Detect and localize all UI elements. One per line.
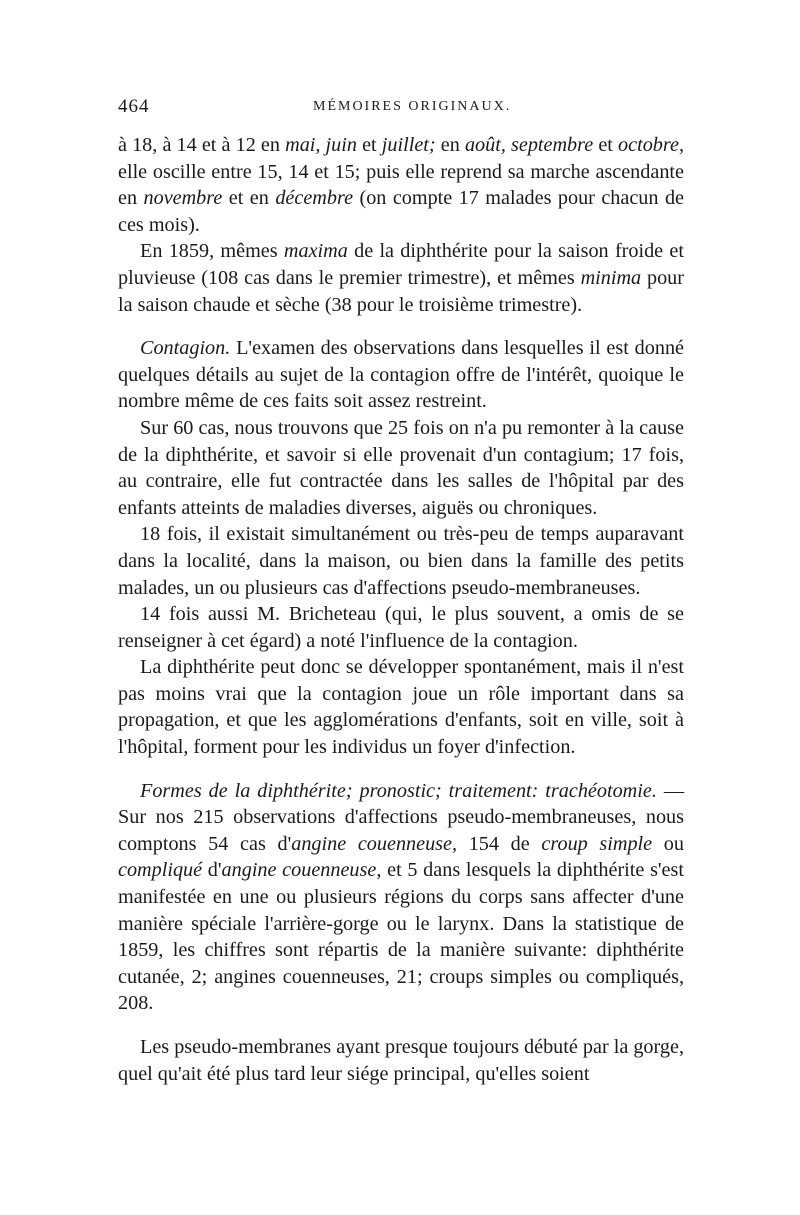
paragraph-contagion: Contagion. L'examen des observations dans lesquelles il est donné quelques détails au sujet de la contagion offre de l'intérêt, quoique le nombre même de ces faits soit assez restreint. (118, 337, 684, 413)
section-heading-contagion: Contagion. (140, 337, 231, 360)
paragraph-conclusion: La diphthérite peut donc se développer spontanément, mais il n'est pas moins vrai que la contagion joue un rôle important dans sa propagation, et que les agglomérations d'enfants, soit en ville, soit à l'hôpital, forment pour les individus un foyer d'infection. (118, 656, 684, 759)
paragraph-eighteen-times: 18 fois, il existait simultanément ou très-peu de temps auparavant dans la localité, dans la maison, ou bien dans la famille des petits malades, un ou plusieurs cas d'affections pseudo-membraneuses. (118, 523, 684, 599)
section-heading-forms: Formes de la diphthérite; pronostic; traitement: trachéotomie. (140, 779, 657, 802)
paragraph-1859: En 1859, mêmes maxima de la diphthérite pour la saison froide et pluvieuse (108 cas dans le premier trimestre), et mêmes minima pour la saison chaude et sèche (38 pour le troisième trimestre). (118, 240, 684, 316)
paragraph-pseudo-membranes: Les pseudo-membranes ayant presque toujours débuté par la gorge, quel qu'ait été plus tard leur siége principal, qu'elles soient (118, 1036, 684, 1085)
page-number: 464 (118, 96, 150, 117)
paragraph-fourteen-times: 14 fois aussi M. Bricheteau (qui, le plus souvent, a omis de se renseigner à cet égard) a noté l'influence de la contagion. (118, 603, 684, 652)
body-text (118, 132, 684, 1087)
paragraph-forms: Formes de la diphthérite; pronostic; traitement: trachéotomie. — Sur nos 215 observations d'affections pseudo-membraneuses, nous comptons 54 cas d'angine couenneuse, 154 de croup simple ou compliqué d'angine couenneuse, et 5 dans lesquels la diphthérite s'est manifestée en une ou plusieurs régions du corps sans affecter d'une manière spéciale l'arrière-gorge ou le larynx. Dans la statistique de 1859, les chiffres sont répartis de la manière suivante: diphthérite cutanée, 2; angines couenneuses, 21; croups simples ou compliqués, 208. (118, 779, 684, 1015)
paragraph-seasonal-trend: à 18, à 14 et à 12 en mai, juin et juillet; en août, septembre et octobre, elle oscille entre 15, 14 et 15; puis elle reprend sa marche ascendante en novembre et en décembre (on compte 17 malades pour chacun de ces mois). (118, 134, 685, 236)
paragraph-sixty-cases: Sur 60 cas, nous trouvons que 25 fois on n'a pu remonter à la cause de la diphthérite, et savoir si elle provenait d'un contagium; 17 fois, au contraire, elle fut contractée dans les salles de l'hôpital par des enfants atteints de maladies diverses, aiguës ou chroniques. (118, 416, 684, 519)
running-title: MÉMOIRES ORIGINAUX. (313, 99, 512, 114)
page-header (118, 96, 688, 126)
